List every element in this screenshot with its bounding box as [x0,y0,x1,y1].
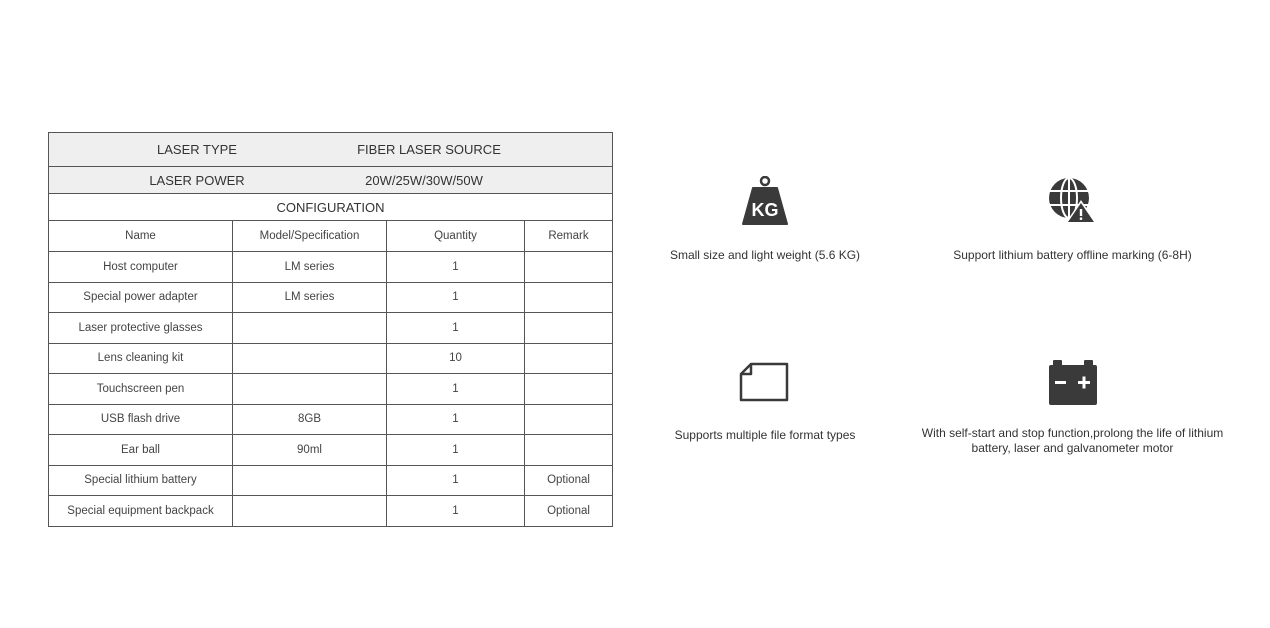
item-remark [525,435,613,466]
column-header-row [49,221,613,252]
item-name: Lens cleaning kit [49,343,233,374]
table-row [49,343,613,374]
table-row [49,404,613,435]
feature-file-formats [640,362,890,443]
item-quantity: 10 [387,343,525,374]
laser-type-cell [49,133,613,167]
laser-type-value: FIBER LASER SOURCE [357,142,501,157]
table-row [49,374,613,405]
item-remark [525,374,613,405]
laser-type-label: LASER TYPE [157,142,237,157]
laser-power-value: 20W/25W/30W/50W [365,172,483,188]
column-header-quantity: Quantity [387,221,525,252]
configuration-title-row [49,194,613,221]
item-quantity: 1 [387,252,525,283]
globe-warning-icon [1047,176,1099,226]
item-remark [525,313,613,344]
table-row [49,252,613,283]
feature-caption: Supports multiple file format types [674,428,856,442]
item-name: USB flash drive [49,404,233,435]
table-row [49,435,613,466]
item-name: Touchscreen pen [49,374,233,405]
item-name: Special equipment backpack [49,496,233,527]
spec-table [48,132,613,527]
feature-light-weight [640,176,890,263]
item-model [233,343,387,374]
table-row [49,496,613,527]
column-header-name: Name [49,221,233,252]
item-quantity: 1 [387,465,525,496]
laser-power-cell [49,167,613,194]
item-model: 8GB [233,404,387,435]
item-remark [525,404,613,435]
item-name: Ear ball [49,435,233,466]
item-quantity: 1 [387,496,525,527]
column-header-model: Model/Specification [233,221,387,252]
laser-power-label: LASER POWER [149,172,245,188]
feature-self-start [905,358,1240,456]
item-model [233,496,387,527]
item-name: Host computer [49,252,233,283]
table-row [49,313,613,344]
item-name: Laser protective glasses [49,313,233,344]
weight-kg-icon [739,176,791,226]
item-name: Special power adapter [49,282,233,313]
item-remark [525,282,613,313]
table-row [49,282,613,313]
item-quantity: 1 [387,313,525,344]
svg-text:KG: KG [751,200,779,220]
feature-caption: Small size and light weight (5.6 KG) [669,248,861,262]
feature-offline-marking [930,176,1215,263]
item-model [233,374,387,405]
item-model [233,465,387,496]
item-model: 90ml [233,435,387,466]
column-header-remark: Remark [525,221,613,252]
laser-type-row [49,133,613,167]
feature-caption: With self-start and stop function,prolong the life of lithium battery, laser and galvanometer motor [921,426,1224,455]
table-row [49,465,613,496]
configuration-title: CONFIGURATION [49,194,613,221]
feature-caption: Support lithium battery offline marking (6-8H) [953,248,1192,262]
item-remark: Optional [525,465,613,496]
battery-icon [1047,358,1099,408]
item-quantity: 1 [387,374,525,405]
item-quantity: 1 [387,404,525,435]
item-quantity: 1 [387,282,525,313]
item-remark [525,252,613,283]
item-quantity: 1 [387,435,525,466]
item-remark: Optional [525,496,613,527]
file-icon [739,362,791,404]
item-remark [525,343,613,374]
item-name: Special lithium battery [49,465,233,496]
item-model: LM series [233,252,387,283]
laser-power-row [49,167,613,194]
item-model [233,313,387,344]
item-model: LM series [233,282,387,313]
